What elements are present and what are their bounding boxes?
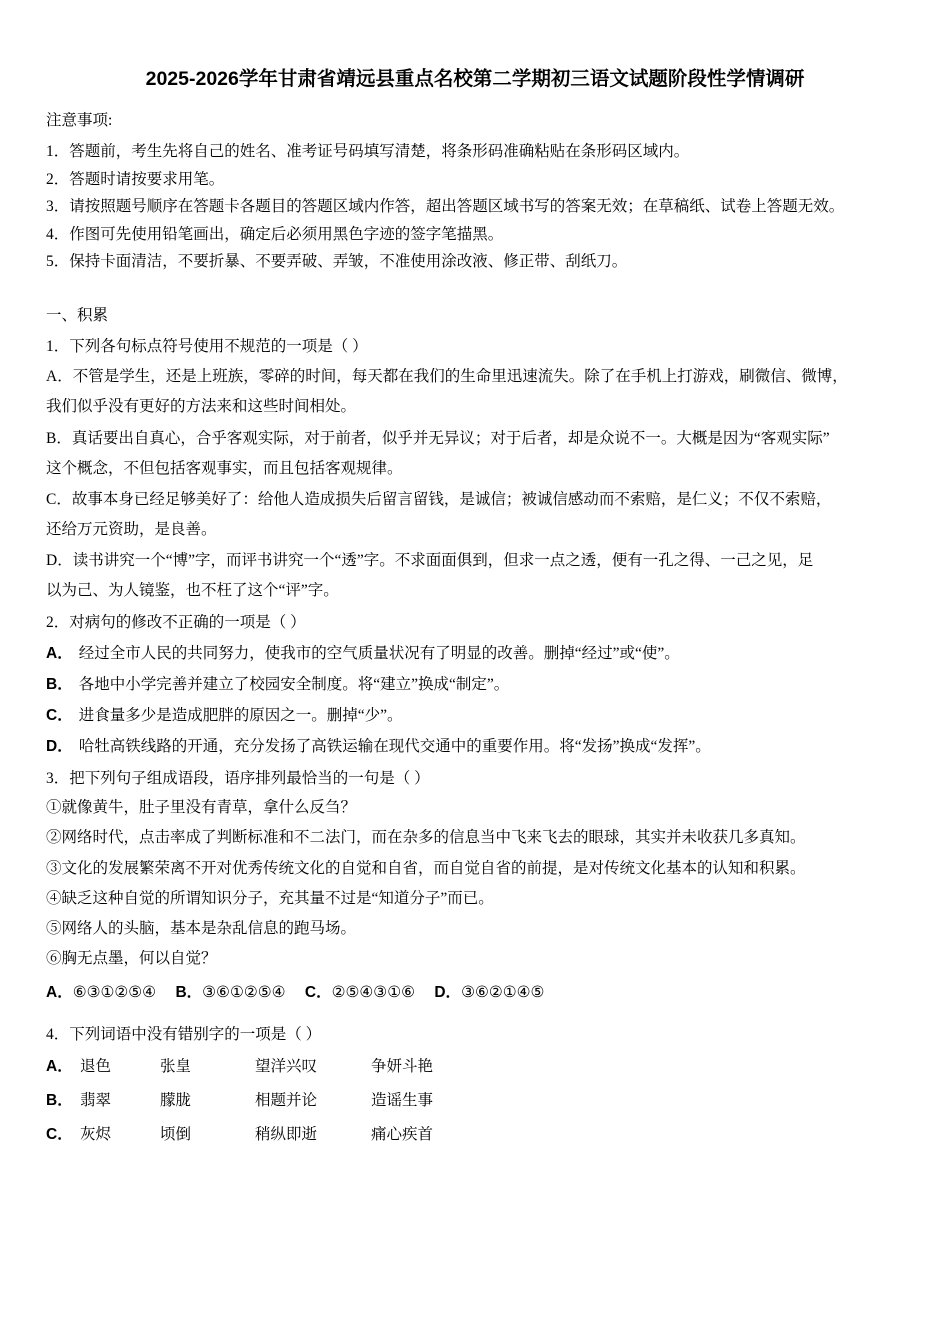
word-cell: 痛心疾首 bbox=[371, 1126, 434, 1144]
notice-item: 1．答题前，考生先将自己的姓名、准考证号码填写清楚，将条形码准确粘贴在条形码区域内。 bbox=[46, 143, 690, 161]
question-1-option-c bbox=[46, 484, 904, 515]
question-3-item-2: ②网络时代，点击率成了判断标准和不二法门，而在杂多的信息当中飞来飞去的眼球，其实并未收获几多真知。 bbox=[46, 829, 806, 847]
option-text: ⑥③①②⑤④ bbox=[72, 984, 157, 1002]
notice-item: 3．请按照题号顺序在答题卡各题目的答题区域内作答，超出答题区域书写的答案无效；在草稿纸、试卷上答题无效。 bbox=[46, 198, 845, 216]
question-4 bbox=[46, 1020, 904, 1152]
word-cell: 争妍斗艳 bbox=[371, 1057, 434, 1075]
option-text: ③⑥①②⑤④ bbox=[202, 984, 286, 1002]
question-1-option-a bbox=[46, 361, 904, 392]
question-1-option-d bbox=[46, 545, 904, 576]
option-text: 进食量多少是造成肥胖的原因之一。删掉“少”。 bbox=[78, 706, 403, 724]
option-label: B． bbox=[46, 429, 72, 447]
option-text: 经过全市人民的共同努力，使我市的空气质量状况有了明显的改善。删掉“经过”或“使”。 bbox=[78, 644, 680, 662]
question-3-stem: 3．把下列句子组成语段，语序排列最恰当的一句是（ ） bbox=[46, 769, 430, 787]
option-text: 故事本身已经足够美好了：给他人造成损失后留言留钱，是诚信；被诚信感动而不索赔，是仁义；不仅不索赔， bbox=[71, 490, 832, 508]
option-label: D． bbox=[46, 737, 73, 755]
question-2-option-d bbox=[46, 731, 904, 762]
question-3 bbox=[46, 764, 904, 1011]
question-4-stem: 4．下列词语中没有错别字的一项是（ ） bbox=[46, 1026, 322, 1044]
question-4-row-a bbox=[46, 1050, 904, 1084]
question-1 bbox=[46, 332, 904, 606]
option-label: C． bbox=[304, 984, 332, 1002]
option-label: C． bbox=[46, 706, 73, 724]
question-2-option-a bbox=[46, 638, 904, 669]
option-text: 真话要出自真心，合乎客观实际，对于前者，似乎并无异议；对于后者，却是众说不一。大概是因为“客观实际” bbox=[71, 429, 830, 447]
question-2-option-c bbox=[46, 700, 904, 731]
question-1-option-b-cont: 这个概念，不但包括客观事实，而且包括客观规律。 bbox=[46, 459, 403, 477]
option-label: C． bbox=[46, 490, 72, 508]
question-1-option-c-cont: 还给万元资助，是良善。 bbox=[46, 520, 217, 538]
word-cell: 张皇 bbox=[160, 1057, 192, 1075]
question-3-item-5: ⑤网络人的头脑，基本是杂乱信息的跑马场。 bbox=[46, 919, 357, 937]
question-1-option-b bbox=[46, 423, 904, 454]
option-text: ②⑤④③①⑥ bbox=[331, 984, 415, 1002]
notice-heading: 注意事项: bbox=[46, 112, 113, 130]
notice-item: 5．保持卡面清洁，不要折暴、不要弄破、弄皱，不准使用涂改液、修正带、刮纸刀。 bbox=[46, 253, 628, 271]
option-text: ③⑥②①④⑤ bbox=[461, 984, 545, 1002]
word-cell: 望洋兴叹 bbox=[255, 1057, 318, 1075]
notice-item: 2．答题时请按要求用笔。 bbox=[46, 170, 225, 188]
question-3-item-1: ①就像黄牛，肚子里没有青草，拿什么反刍？ bbox=[46, 799, 357, 817]
option-label: D． bbox=[434, 984, 462, 1002]
option-label: D． bbox=[46, 551, 73, 569]
option-label: B． bbox=[46, 675, 73, 693]
option-text: 不管是学生，还是上班族，零碎的时间，每天都在我们的生命里迅速流失。除了在手机上打游戏，刷微信、微博， bbox=[72, 368, 848, 386]
word-cell: 造谣生事 bbox=[371, 1092, 434, 1109]
question-1-option-d-cont: 以为己、为人镜鉴，也不枉了这个“评”字。 bbox=[46, 581, 339, 599]
question-3-item-3: ③文化的发展繁荣离不开对优秀传统文化的自觉和自省，而自觉自省的前提，是对传统文化基本的认知和积累。 bbox=[46, 859, 806, 877]
question-1-option-a-cont: 我们似乎没有更好的方法来和这些时间相处。 bbox=[46, 398, 357, 416]
spacer bbox=[46, 1010, 904, 1018]
option-text: 各地中小学完善并建立了校园安全制度。将“建立”换成“制定”。 bbox=[78, 675, 510, 693]
question-3-answer-row bbox=[46, 976, 904, 1010]
question-3-item-6: ⑥胸无点墨，何以自觉？ bbox=[46, 950, 217, 968]
option-label: A． bbox=[46, 1057, 73, 1075]
question-3-item-4: ④缺乏这种自觉的所谓知识分子，充其量不过是“知道分子”而已。 bbox=[46, 889, 494, 907]
question-2-stem: 2．对病句的修改不正确的一项是（ ） bbox=[46, 614, 306, 632]
notice-item: 4．作图可先使用铅笔画出，确定后必须用黑色字迹的签字笔描黑。 bbox=[46, 225, 504, 243]
option-label: A． bbox=[46, 644, 73, 662]
word-cell: 顷倒 bbox=[160, 1126, 192, 1144]
option-label: B． bbox=[175, 984, 203, 1002]
word-cell: 灰烬 bbox=[80, 1126, 112, 1144]
question-2 bbox=[46, 608, 904, 761]
option-label: A． bbox=[46, 368, 73, 386]
option-label: A． bbox=[46, 984, 73, 1002]
question-4-row-c bbox=[46, 1118, 904, 1152]
option-text: 哈牡高铁线路的开通，充分发扬了高铁运输在现代交通中的重要作用。将“发扬”换成“发挥”。 bbox=[78, 737, 711, 755]
word-cell: 相题并论 bbox=[255, 1092, 318, 1109]
option-text: 读书讲究一个“博”字，而评书讲究一个“透”字。不求面面俱到，但求一点之透，便有一孔之得、一己之见，足 bbox=[72, 551, 814, 569]
question-1-stem: 1．下列各句标点符号使用不规范的一项是（ ） bbox=[46, 337, 368, 355]
question-2-option-b bbox=[46, 669, 904, 700]
option-label: B． bbox=[46, 1092, 73, 1109]
notice-list bbox=[46, 138, 904, 276]
word-cell: 退色 bbox=[80, 1057, 112, 1075]
option-label: C． bbox=[46, 1126, 73, 1144]
word-cell: 稍纵即逝 bbox=[255, 1126, 318, 1144]
page-title: 2025-2026学年甘肃省靖远县重点名校第二学期初三语文试题阶段性学情调研 bbox=[145, 68, 805, 90]
question-4-row-b bbox=[46, 1084, 904, 1118]
word-cell: 朦胧 bbox=[160, 1092, 192, 1109]
section-heading-accumulation: 一、积累 bbox=[46, 306, 109, 324]
word-cell: 翡翠 bbox=[80, 1092, 112, 1109]
